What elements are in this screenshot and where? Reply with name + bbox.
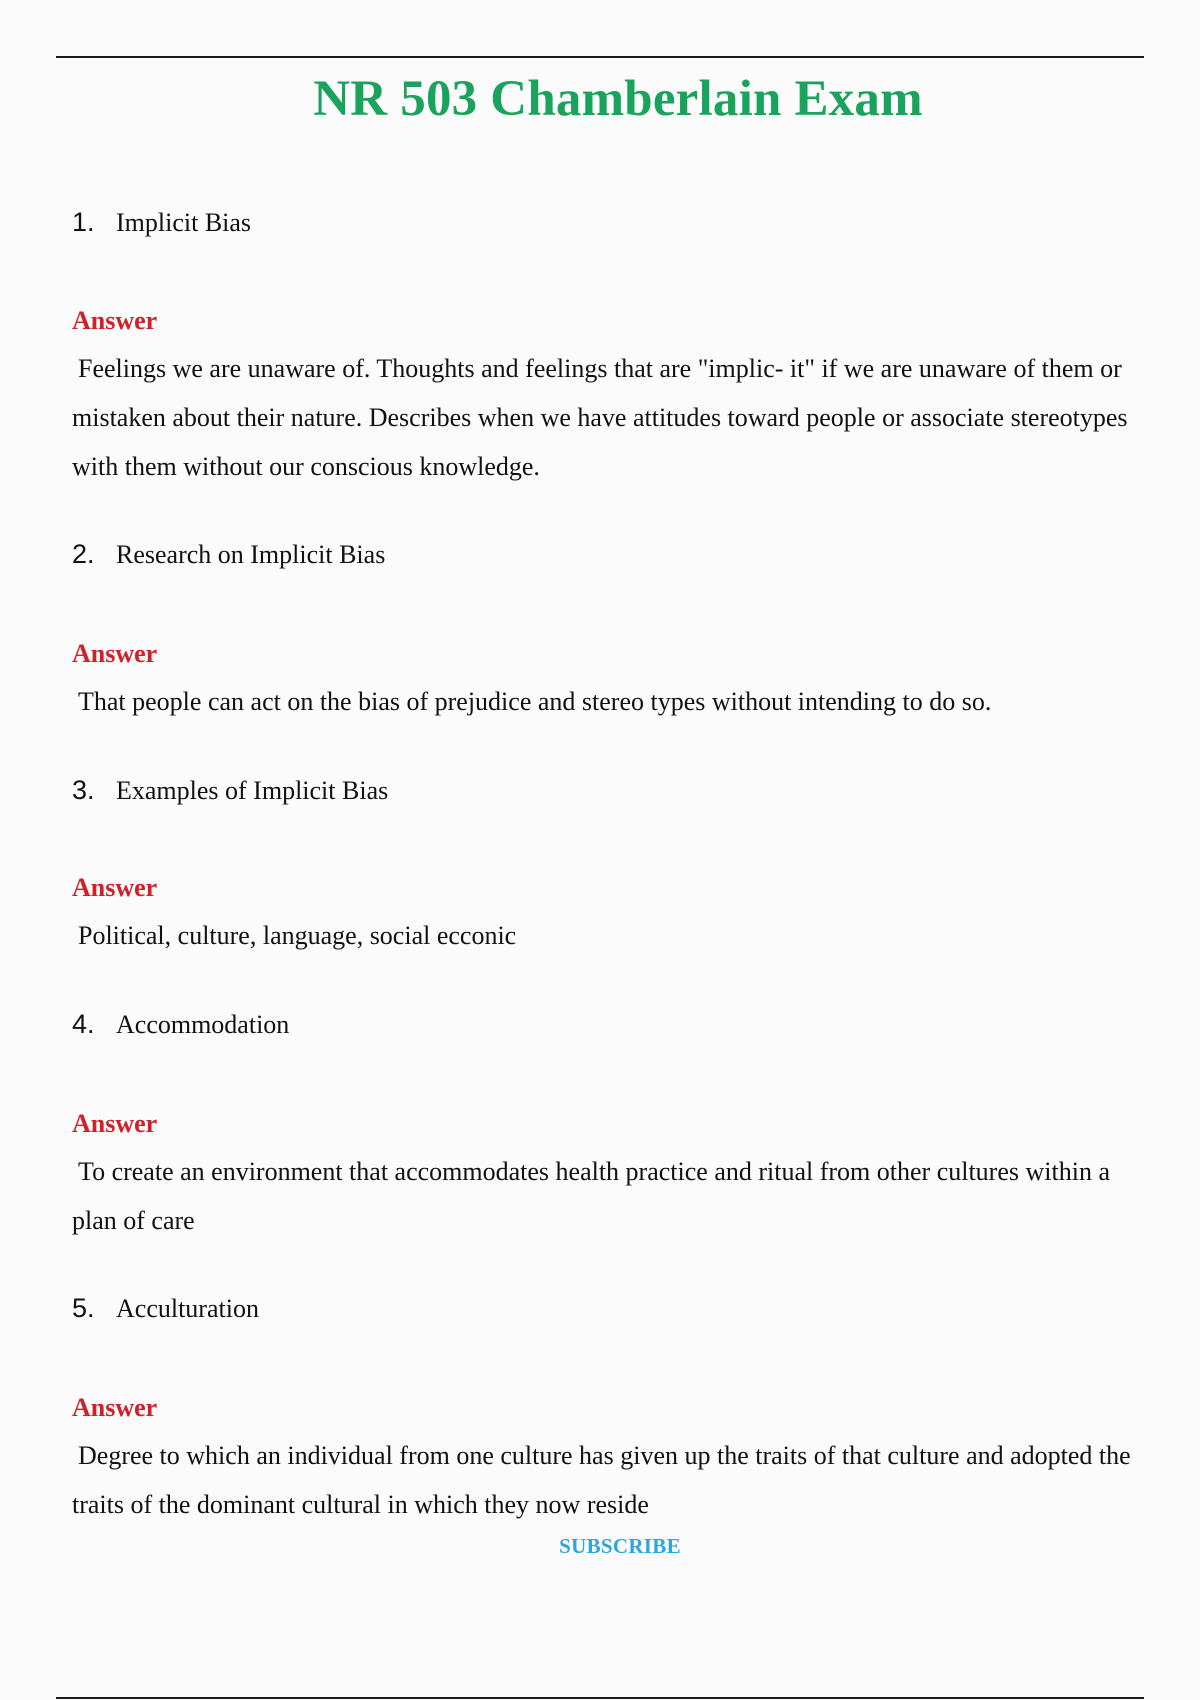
question-heading: [72, 1009, 1142, 1049]
question-number: 1.: [72, 207, 95, 237]
answer-block: [72, 1109, 1142, 1245]
top-divider: [56, 56, 1144, 58]
answer-text: Degree to which an individual from one culture has given up the traits of that culture and adopted the traits of the dominant cultural in which they now reside: [72, 1441, 1131, 1519]
question-term: Accommodation: [116, 1010, 290, 1039]
question-number: 4.: [72, 1009, 95, 1039]
answer-block: [72, 873, 1142, 960]
question-number: 3.: [72, 775, 95, 805]
answer-block: [72, 306, 1142, 491]
question-heading: [72, 1293, 1142, 1333]
bottom-divider: [56, 1697, 1144, 1699]
question-term: Implicit Bias: [116, 208, 252, 237]
answer-block: [72, 639, 1142, 726]
page-title: NR 503 Chamberlain Exam: [313, 71, 923, 127]
question-block: [72, 1009, 1142, 1049]
question-block: [72, 207, 1142, 247]
question-term: Research on Implicit Bias: [116, 540, 386, 569]
answer-label: Answer: [72, 873, 158, 902]
answer-label: Answer: [72, 1109, 158, 1138]
answer-text: Feelings we are unaware of. Thoughts and feelings that are "implic- it" if we are unaware of them or mistaken about their nature. Describes when we have attitudes toward people or associate stereotypes with them without our conscious knowledge.: [72, 354, 1128, 481]
answer-text: That people can act on the bias of prejudice and stereo types without intending to do so.: [78, 687, 992, 716]
question-number: 5.: [72, 1293, 95, 1323]
subscribe-link[interactable]: SUBSCRIBE: [559, 1534, 681, 1558]
question-heading: [72, 775, 1142, 815]
question-term: Examples of Implicit Bias: [116, 776, 389, 805]
question-heading: [72, 207, 1142, 247]
question-block: [72, 775, 1142, 815]
question-number: 2.: [72, 539, 95, 569]
answer-label: Answer: [72, 306, 158, 335]
question-block: [72, 1293, 1142, 1333]
question-term: Acculturation: [116, 1294, 259, 1323]
answer-block: [72, 1393, 1142, 1529]
answer-label: Answer: [72, 1393, 158, 1422]
question-heading: [72, 539, 1142, 579]
answer-text: Political, culture, language, social ecconic: [78, 921, 517, 950]
answer-text: To create an environment that accommodates health practice and ritual from other cultures within a plan of care: [72, 1157, 1110, 1235]
answer-label: Answer: [72, 639, 158, 668]
question-block: [72, 539, 1142, 579]
